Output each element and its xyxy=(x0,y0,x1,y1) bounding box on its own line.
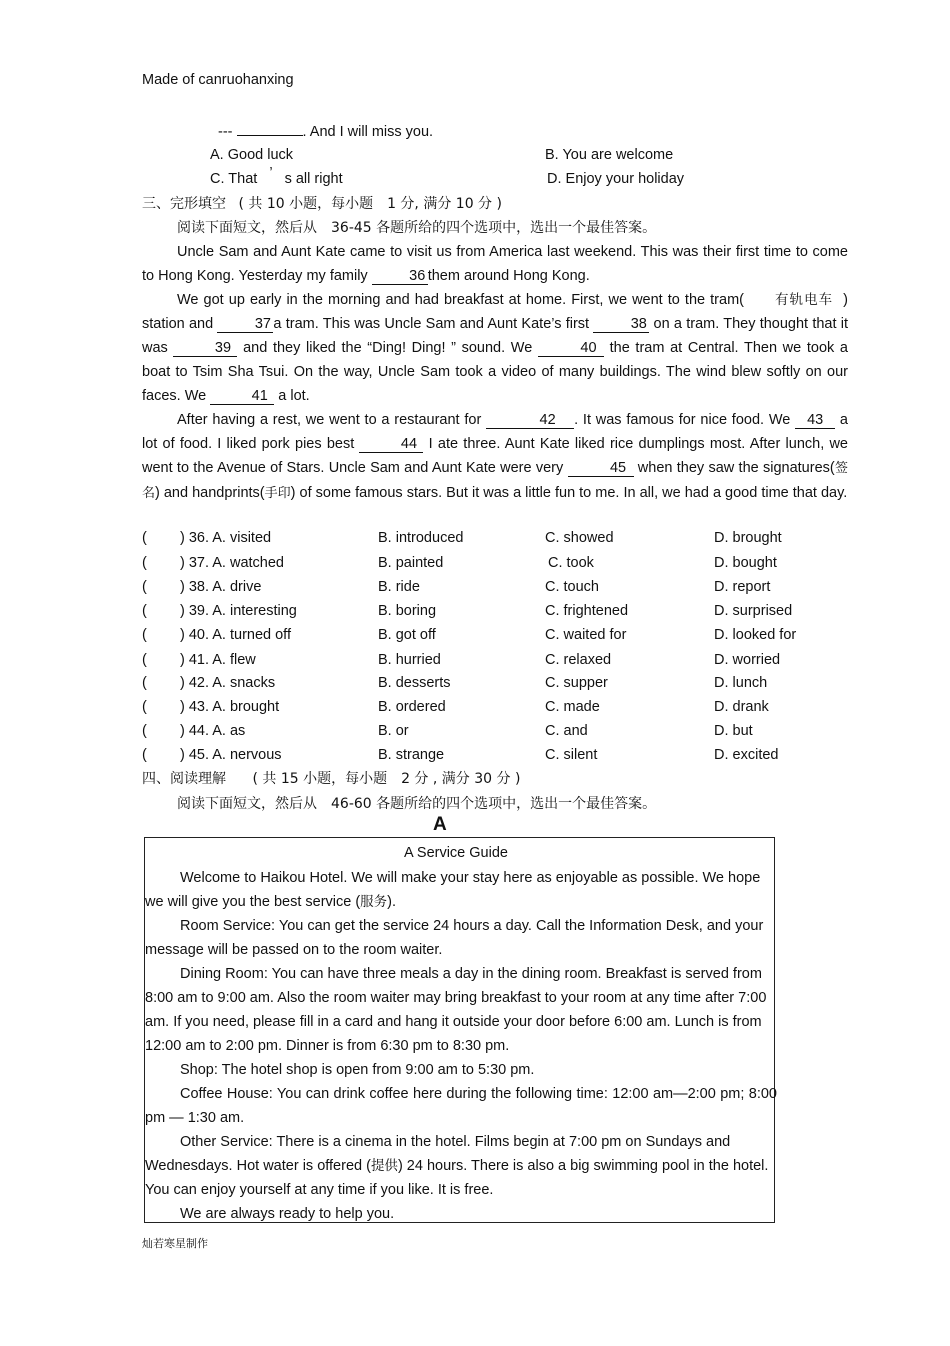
answer-paren[interactable]: ( xyxy=(142,747,147,763)
question-37-option-c: C. took xyxy=(548,555,594,571)
question-45-option-c: C. silent xyxy=(545,747,598,763)
question-40-option-b: B. got off xyxy=(378,627,436,643)
passage-text: ) station and xyxy=(142,292,848,332)
question-36-option-c: C. showed xyxy=(545,530,614,546)
answer-paren[interactable]: ( xyxy=(142,652,147,668)
prev-option-c-part3: s all right xyxy=(284,171,343,187)
guide-paragraph-shop: Shop: The hotel shop is open from 9:00 am to 5:30 pm. xyxy=(180,1062,535,1078)
question-36-option-d: D. brought xyxy=(714,530,782,546)
question-45-option-d: D. excited xyxy=(714,747,779,763)
answer-paren[interactable]: ( xyxy=(142,699,147,715)
question-44-option-c: C. and xyxy=(545,723,588,739)
guide-text: ). xyxy=(387,894,397,910)
answer-paren[interactable]: ( xyxy=(142,627,147,643)
answer-paren[interactable]: ( xyxy=(142,579,147,595)
prev-option-a: A. Good luck xyxy=(210,147,294,163)
guide-paragraph-dining-room: Dining Room: You can have three meals a day in the dining room. Breakfast is served from 8:00 am to 9:00 am. Also the room waiter may bring breakfast to your room at any time after 7:00 am. If you need, please fill in a card and hang it outside your door before 6:00 am. Lunch is from 12:00 am to 2:00 pm. Dinner is from 6:30 pm to 8:30 pm. xyxy=(145,966,767,1054)
question-41-option-d: D. worried xyxy=(714,652,781,668)
blank-42: 42 xyxy=(486,413,574,429)
question-37-option-b: B. painted xyxy=(378,555,444,571)
question-42-option-b: B. desserts xyxy=(378,675,451,691)
question-42: ) 42. A. snacks xyxy=(180,675,276,691)
passage-text: ) of some famous stars. But it was a little fun to me. In all, we had a good time that day. xyxy=(290,485,848,501)
service-guide-title: A Service Guide xyxy=(404,845,508,861)
question-43-option-b: B. ordered xyxy=(378,699,446,715)
question-38-option-d: D. report xyxy=(714,579,771,595)
section3-title-text: 三、完形填空 xyxy=(142,196,226,212)
question-39-option-b: B. boring xyxy=(378,603,437,619)
passage-paragraph-2 xyxy=(142,288,848,408)
guide-text: ) 24 hours. There is also a big swimming pool in the hotel. You can enjoy yourself at any time if you like. It is free. xyxy=(145,1158,769,1198)
guide-cn-gloss: 服务 xyxy=(360,894,388,910)
prev-option-b: B. You are welcome xyxy=(545,147,674,163)
blank-45: 45 xyxy=(568,461,634,477)
passage-cn-gloss: 签名 xyxy=(142,461,848,501)
question-42-option-c: C. supper xyxy=(545,675,608,691)
blank-38: 38 xyxy=(593,317,649,333)
blank-43: 43 xyxy=(795,413,835,429)
guide-paragraph-room-service: Room Service: You can get the service 24 hours a day. Call the Information Desk, and your message will be passed on to the room waiter. xyxy=(145,918,764,958)
passage-text: After having a rest, we went to a restaurant for xyxy=(177,412,487,428)
passage-cn-gloss: 手印 xyxy=(264,486,291,501)
guide-paragraph-coffee-house: Coffee House: You can drink coffee here during the following time: 12:00 am—2:00 pm; 8:00 pm — 1:30 am. xyxy=(145,1086,777,1126)
answer-paren[interactable]: ( xyxy=(142,723,147,739)
passage-cn-gloss: 有轨电车 xyxy=(773,292,834,308)
passage-text: and they liked the “Ding! Ding! ” sound. We xyxy=(237,340,538,356)
question-36-option-b: B. introduced xyxy=(378,530,464,546)
question-44: ) 44. A. as xyxy=(180,723,246,739)
question-40-option-c: C. waited for xyxy=(545,627,627,643)
question-43-option-d: D. drank xyxy=(714,699,769,715)
passage-text: Uncle Sam and Aunt Kate came to visit us from America last weekend. This was their first time to come to Hong Kong. Yesterday my family xyxy=(142,244,848,284)
section3-title-info: ( 共 10 小题，每小题 1 分, 满分 10 分 ) xyxy=(238,196,502,212)
passage-text: . It was famous for nice food. We xyxy=(574,412,796,428)
question-44-option-b: B. or xyxy=(378,723,409,739)
blank-44: 44 xyxy=(359,437,423,453)
guide-text: Welcome to Haikou Hotel. We will make your stay here as enjoyable as possible. We hope we will give you the best service ( xyxy=(145,870,761,910)
question-39-option-d: D. surprised xyxy=(714,603,793,619)
answer-paren[interactable]: ( xyxy=(142,555,147,571)
passage-text: a tram. This was Uncle Sam and Aunt Kate’s first xyxy=(273,316,594,332)
passage-text: a lot. xyxy=(274,388,310,404)
question-38: ) 38. A. drive xyxy=(180,579,262,595)
question-44-option-d: D. but xyxy=(714,723,753,739)
prev-option-d: D. Enjoy your holiday xyxy=(547,171,685,187)
prev-option-c xyxy=(210,165,343,187)
question-37: ) 37. A. watched xyxy=(180,555,284,571)
guide-paragraph-welcome xyxy=(145,866,777,914)
question-43: ) 43. A. brought xyxy=(180,699,280,715)
answer-paren[interactable]: ( xyxy=(142,603,147,619)
passage-text: the tram at Central. Then we took a boat to Tsim Sha Tsui. On the way, Uncle Sam took a video of many buildings. The wind blew softly on our faces. We xyxy=(142,340,848,404)
prev-question-stem xyxy=(218,124,433,140)
question-38-option-b: B. ride xyxy=(378,579,420,595)
question-36: ) 36. A. visited xyxy=(180,530,272,546)
question-37-option-d: D. bought xyxy=(714,555,777,571)
question-42-option-d: D. lunch xyxy=(714,675,768,691)
passage-text: ) and handprints( xyxy=(155,485,265,501)
page-footer: 灿若寒星制作 xyxy=(142,1237,208,1250)
prev-option-c-part1: C. That xyxy=(210,171,258,187)
passage-text: a lot of food. I liked pork pies best xyxy=(142,412,848,452)
question-41-option-b: B. hurried xyxy=(378,652,441,668)
prev-stem-prefix: --- xyxy=(218,124,237,140)
passage-text: when they saw the signatures( xyxy=(633,460,835,476)
answer-blank xyxy=(237,135,303,136)
guide-cn-gloss: 提供 xyxy=(370,1158,398,1174)
question-45-option-b: B. strange xyxy=(378,747,445,763)
section4-instruction: 阅读下面短文，然后从 46-60 各题所给的四个选项中，选出一个最佳答案。 xyxy=(177,796,657,812)
question-40: ) 40. A. turned off xyxy=(180,627,291,643)
question-41-option-c: C. relaxed xyxy=(545,652,612,668)
question-41: ) 41. A. flew xyxy=(180,652,256,668)
guide-paragraph-closing: We are always ready to help you. xyxy=(180,1206,395,1222)
passage-paragraph-3 xyxy=(142,408,848,506)
guide-text: Other Service: There is a cinema in the hotel. Films begin at 7:00 pm on Sundays and Wednesdays. Hot water is offered ( xyxy=(145,1134,731,1174)
passage-text: I ate three. Aunt Kate liked rice dumplings most. After lunch, we went to the Avenue of Stars. Uncle Sam and Aunt Kate were very xyxy=(142,436,848,476)
prev-stem-suffix: . And I will miss you. xyxy=(302,124,434,140)
blank-41: 41 xyxy=(210,389,274,405)
blank-39: 39 xyxy=(173,341,237,357)
passage-text: We got up early in the morning and had breakfast at home. First, we went to the tram( xyxy=(177,292,744,308)
passage-text: on a tram. They thought that it was xyxy=(142,316,848,356)
question-40-option-d: D. looked for xyxy=(714,627,797,643)
prev-option-c-apostrophe: ’ xyxy=(269,165,273,181)
question-43-option-c: C. made xyxy=(545,699,600,715)
question-45: ) 45. A. nervous xyxy=(180,747,282,763)
answer-paren[interactable]: ( xyxy=(142,530,147,546)
blank-40: 40 xyxy=(538,341,604,357)
section4-title-text: 四、阅读理解 xyxy=(142,771,226,787)
question-38-option-c: C. touch xyxy=(545,579,599,595)
passage-paragraph-1 xyxy=(142,240,848,288)
passage-text: them around Hong Kong. xyxy=(427,268,590,284)
section4-title-info: ( 共 15 小题，每小题 2 分 , 满分 30 分 ) xyxy=(252,771,521,787)
section4-title xyxy=(142,768,520,788)
blank-36: 36 xyxy=(372,269,428,285)
section3-title xyxy=(142,193,502,213)
part-a-label: A xyxy=(433,814,447,835)
question-39-option-c: C. frightened xyxy=(545,603,629,619)
blank-37: 37 xyxy=(217,317,273,333)
answer-paren[interactable]: ( xyxy=(142,675,147,691)
guide-paragraph-other-service xyxy=(145,1130,777,1202)
section3-instruction: 阅读下面短文，然后从 36-45 各题所给的四个选项中，选出一个最佳答案。 xyxy=(177,220,657,236)
question-39: ) 39. A. interesting xyxy=(180,603,297,619)
page-header: Made of canruohanxing xyxy=(142,72,294,88)
